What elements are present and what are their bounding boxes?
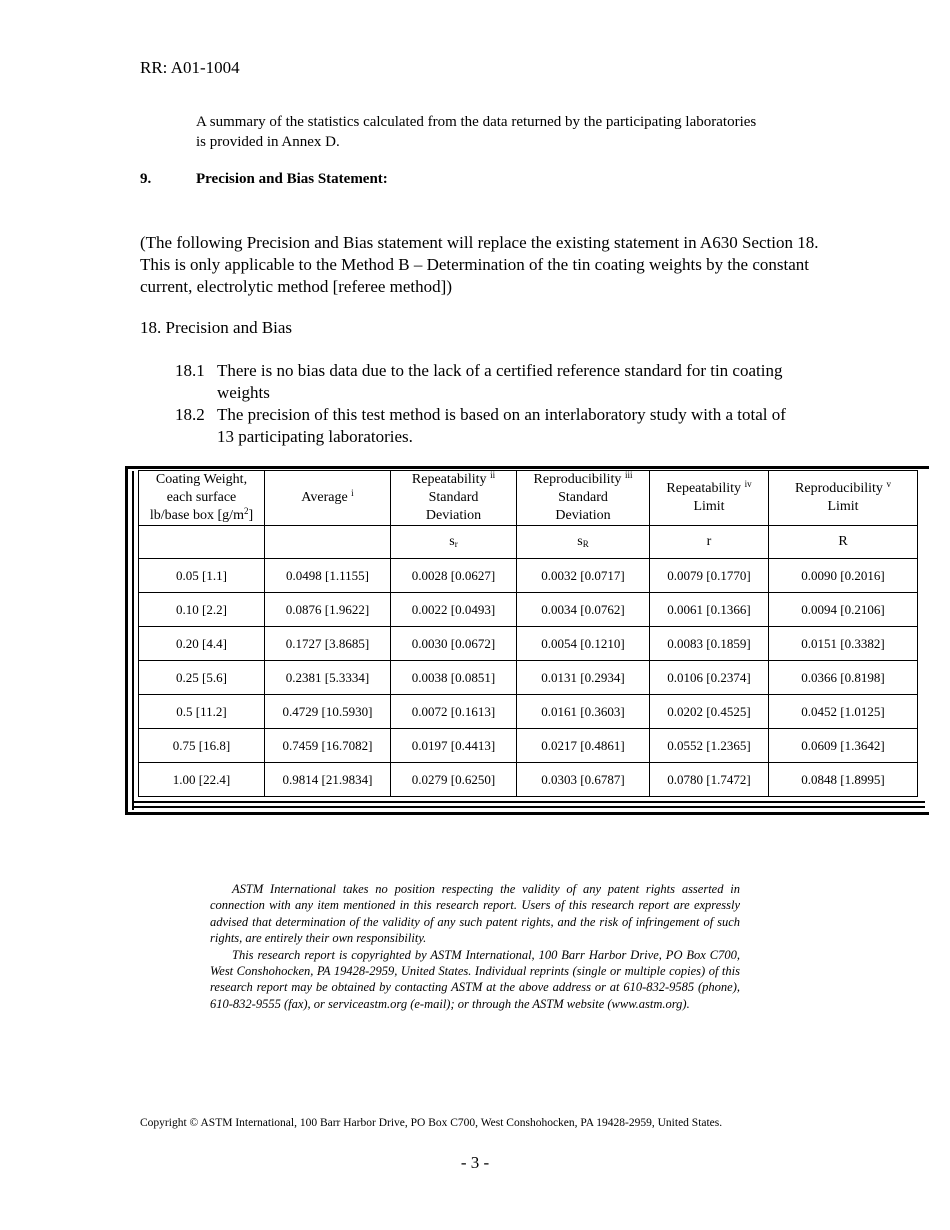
- header-average: Average $^i$: [265, 471, 391, 526]
- table-cell: 0.0780 [1.7472]: [650, 763, 769, 797]
- table-cell: 0.4729 [10.5930]: [265, 695, 391, 729]
- precision-table: [138, 470, 918, 797]
- header-reproducibility-limit: Reproducibility $^v$ Limit: [769, 471, 918, 526]
- table-cell: 0.0032 [0.0717]: [517, 559, 650, 593]
- table-cell: 0.0279 [0.6250]: [391, 763, 517, 797]
- table-cell: 0.0202 [0.4525]: [650, 695, 769, 729]
- table-cell: 0.0303 [0.6787]: [517, 763, 650, 797]
- table-cell: 0.9814 [21.9834]: [265, 763, 391, 797]
- table-cell: 0.0034 [0.0762]: [517, 593, 650, 627]
- table-cell: 0.0131 [0.2934]: [517, 661, 650, 695]
- table-cell: 0.0609 [1.3642]: [769, 729, 918, 763]
- table-row: [139, 593, 918, 627]
- table-cell: 0.0452 [1.0125]: [769, 695, 918, 729]
- table-cell: 0.0038 [0.0851]: [391, 661, 517, 695]
- table-cell: 0.0054 [0.1210]: [517, 627, 650, 661]
- table-cell: 0.0083 [0.1859]: [650, 627, 769, 661]
- table-cell: 0.0028 [0.0627]: [391, 559, 517, 593]
- table-header-row: [139, 471, 918, 526]
- page-number: - 3 -: [460, 1153, 490, 1172]
- section-9-number: 9.: [140, 171, 152, 187]
- summary-paragraph: A summary of the statistics calculated from the data returned by the participating laboratories is provided in Annex D.: [196, 114, 757, 150]
- table-cell: 0.0022 [0.0493]: [391, 593, 517, 627]
- item-text: The precision of this test method is based on an interlaboratory study with a total of 13 participating laboratories.: [217, 405, 786, 446]
- table-cell: 0.0072 [0.1613]: [391, 695, 517, 729]
- symbol-cell: $s_R$: [517, 526, 650, 559]
- section-9-title: Precision and Bias Statement:: [196, 171, 388, 187]
- table-cell: 0.05 [1.1]: [139, 559, 265, 593]
- notice-paragraph: ASTM International takes no position respecting the validity of any patent rights asserted in connection with any item mentioned in this research report. Users of this research report are expressly advised that determination of the validity of any such patent rights, and the risk of infringement of such rights, are entirely their own responsibility.: [210, 882, 740, 946]
- table-cell: 0.0061 [0.1366]: [650, 593, 769, 627]
- table-cell: 0.0030 [0.0672]: [391, 627, 517, 661]
- section-18-item: [175, 404, 815, 448]
- symbol-cell: r: [650, 526, 769, 559]
- table-cell: 0.0498 [1.1155]: [265, 559, 391, 593]
- header-reproducibility-sd: Reproducibility $^{iii}$ Standard Deviation: [517, 471, 650, 526]
- table-cell: 0.10 [2.2]: [139, 593, 265, 627]
- table-row: [139, 627, 918, 661]
- replacement-note: (The following Precision and Bias statement will replace the existing statement in A630 Section 18. This is only applicable to the Method B – Determination of the tin coating weights by the constant current, electrolytic method [referee method]): [140, 233, 819, 296]
- table-cell: 0.0217 [0.4861]: [517, 729, 650, 763]
- table-cell: 0.0197 [0.4413]: [391, 729, 517, 763]
- notice-paragraph: This research report is copyrighted by ASTM International, 100 Barr Harbor Drive, PO Box C700, West Conshohocken, PA 19428-2959, United States. Individual reprints (single or multiple copies) of this research report may be obtained by contacting ASTM at the above address or at 610-832-9585 (phone), 610-832-9555 (fax), or serviceastm.org (e-mail); or through the ASTM website (www.astm.org).: [210, 947, 740, 1011]
- table-cell: 0.0552 [1.2365]: [650, 729, 769, 763]
- item-text: There is no bias data due to the lack of a certified reference standard for tin coating weights: [217, 361, 783, 402]
- symbol-cell: [139, 526, 265, 559]
- table-cell: 0.25 [5.6]: [139, 661, 265, 695]
- item-number: 18.1: [175, 361, 205, 380]
- table-cell: 0.0848 [1.8995]: [769, 763, 918, 797]
- table-cell: 0.75 [16.8]: [139, 729, 265, 763]
- table-row: [139, 729, 918, 763]
- table-cell: 0.0094 [0.2106]: [769, 593, 918, 627]
- patent-notice: [210, 881, 740, 1012]
- section-18-item: [175, 360, 815, 404]
- table-cell: 0.0161 [0.3603]: [517, 695, 650, 729]
- table-row: [139, 763, 918, 797]
- symbol-cell: R: [769, 526, 918, 559]
- table-cell: 0.5 [11.2]: [139, 695, 265, 729]
- symbol-cell: [265, 526, 391, 559]
- header-repeatability-sd: Repeatability $^{ii}$ Standard Deviation: [391, 471, 517, 526]
- table-cell: 1.00 [22.4]: [139, 763, 265, 797]
- table-cell: 0.20 [4.4]: [139, 627, 265, 661]
- symbol-cell: $s_r$: [391, 526, 517, 559]
- copyright-footer: Copyright © ASTM International, 100 Barr Harbor Drive, PO Box C700, West Conshohocken, PA 19428-2959, United States.: [140, 1117, 723, 1129]
- table-row: [139, 661, 918, 695]
- table-cell: 0.0876 [1.9622]: [265, 593, 391, 627]
- table-cell: 0.0090 [0.2016]: [769, 559, 918, 593]
- table-cell: 0.0366 [0.8198]: [769, 661, 918, 695]
- table-cell: 0.2381 [5.3334]: [265, 661, 391, 695]
- section-18-title: 18. Precision and Bias: [140, 318, 293, 337]
- header-repeatability-limit: Repeatability $^{iv}$ Limit: [650, 471, 769, 526]
- table-cell: 0.0151 [0.3382]: [769, 627, 918, 661]
- table-symbol-row: [139, 526, 918, 559]
- table-row: [139, 559, 918, 593]
- document-code: RR: A01-1004: [140, 58, 240, 77]
- table-cell: 0.0106 [0.2374]: [650, 661, 769, 695]
- table-cell: 0.0079 [0.1770]: [650, 559, 769, 593]
- table-cell: 0.7459 [16.7082]: [265, 729, 391, 763]
- table-row: [139, 695, 918, 729]
- item-number: 18.2: [175, 405, 205, 424]
- table-cell: 0.1727 [3.8685]: [265, 627, 391, 661]
- header-coating-weight: Coating Weight, each surface lb/base box $[g/m^2]$: [139, 471, 265, 526]
